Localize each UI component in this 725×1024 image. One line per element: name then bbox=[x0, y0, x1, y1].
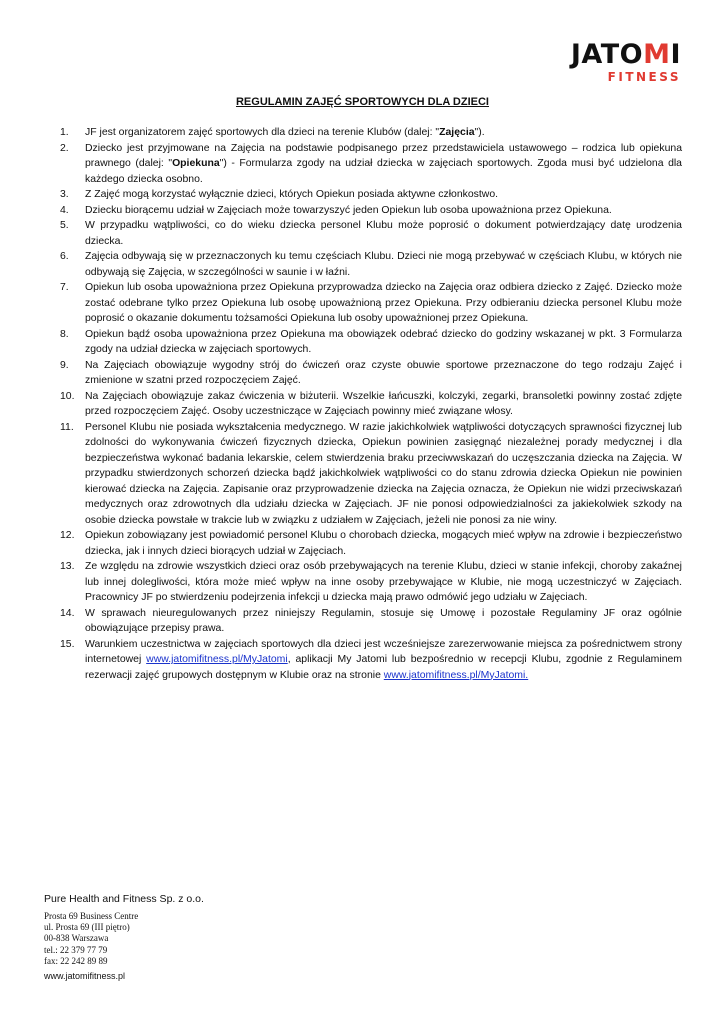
rule-item bbox=[40, 280, 682, 327]
rule-number: 3. bbox=[60, 189, 69, 200]
defined-term: Opiekuna bbox=[172, 158, 220, 169]
rule-item bbox=[40, 358, 682, 389]
company-address bbox=[44, 911, 204, 967]
rule-item bbox=[40, 218, 682, 249]
rule-number: 9. bbox=[60, 359, 69, 371]
fax-line: fax: 22 242 89 89 bbox=[44, 955, 108, 966]
rule-text: W przypadku wątpliwości, co do wieku dziecka personel Klubu może poprosić o dokument potwierdzający datę urodzenia dziecka. bbox=[85, 220, 682, 247]
rule-text: Opiekun zobowiązany jest powiadomić personel Klubu o chorobach dziecka, mogących mieć wpływ na zdrowie i bezpieczeństwo dziecka, jak i innych dzieci biorących udział w Zajęciach. bbox=[85, 530, 682, 557]
rule-text: Zajęcia odbywają się w przeznaczonych ku temu częściach Klubu. Dzieci nie mogą przebywać w częściach Klubu, w których nie odbywają się Zajęcia, w szczególności w saunie i w łaźni. bbox=[85, 251, 682, 278]
rule-number: 13. bbox=[60, 561, 75, 572]
rule-text: "). bbox=[474, 127, 485, 138]
myjatomi-link[interactable]: www.jatomifitness.pl/MyJatomi bbox=[146, 654, 288, 665]
rule-text: Z Zajęć mogą korzystać wyłącznie dzieci, których Opiekun posiada aktywne członkostwo. bbox=[85, 189, 499, 200]
document-title: REGULAMIN ZAJĘĆ SPORTOWYCH DLA DZIECI bbox=[235, 96, 489, 108]
rule-number: 10. bbox=[60, 390, 75, 402]
phone-line: tel.: 22 379 77 79 bbox=[44, 944, 108, 955]
rule-item bbox=[40, 606, 682, 637]
rule-item bbox=[40, 528, 682, 559]
rule-number: 11. bbox=[60, 421, 74, 433]
rule-number: 7. bbox=[60, 282, 69, 293]
rule-number: 5. bbox=[60, 220, 69, 231]
rule-item bbox=[40, 327, 682, 358]
rule-text: Personel Klubu nie posiada wykształcenia medycznego. W razie jakichkolwiek wątpliwości dotyczących sprawności fizycznej lub zdolności do wykonywania ćwiczeń fizycznych dziecka, Opiekun powinien zasięgnąć niezależnej porady medycznej i dla bezpieczeństwa wykonać badania lekarskie, celem stwierdzenia braku przeciwwskazań do uczęszczania dziecka na Zajęcia. W przypadku stwierdzonych schorzeń dziecka bądź jakichkolwiek wątpliwości co do stanu zdrowia dziecka Opiekun nie powinien kierować dziecka na Zajęcia. Zapisanie oraz przyprowadzenie dziecka na Zajęcia oznacza, że Opiekun nie widzi przeciwskazań medycznych oraz zdrowotnych dla udziału dziecka w Zajęciach. JF nie ponosi odpowiedzialności za jakiekolwiek szkody na osobie dziecka powstałe w trakcie lub w związku z udziałem w Zajęciach, jeżeli nie ponosi za nie winy. bbox=[85, 421, 682, 526]
logo-subtitle: FITNESS bbox=[607, 70, 681, 84]
rule-item bbox=[40, 249, 682, 280]
rule-item bbox=[40, 637, 682, 684]
footer-website: www.jatomifitness.pl bbox=[44, 971, 126, 982]
rule-text: Na Zajęciach obowiązuje zakaz ćwiczenia w biżuterii. Wszelkie łańcuszki, kolczyki, zegarki, bransoletki powinny zostać zdjęte przed rozpoczęciem Zajęć. Osoby uczestniczące w Zajęciach powinny mieć związane włosy. bbox=[85, 390, 682, 417]
rule-text: Dziecku biorącemu udział w Zajęciach może towarzyszyć jeden Opiekun lub osoba upoważniona przez Opiekuna. bbox=[85, 204, 612, 216]
rule-item bbox=[40, 203, 682, 219]
logo-word-m: M bbox=[643, 39, 671, 70]
jatomi-fitness-logo bbox=[571, 40, 681, 83]
rule-number: 8. bbox=[60, 328, 69, 340]
logo-word-i: I bbox=[670, 39, 681, 70]
rule-item bbox=[40, 389, 682, 420]
rule-number: 4. bbox=[60, 204, 69, 216]
rule-item bbox=[40, 141, 682, 188]
rule-text: Ze względu na zdrowie wszystkich dzieci oraz osób przebywających na terenie Klubu, dzieci w stanie infekcji, choroby zakaźnej lub innej dolegliwości, która może mieć wpływ na inne osoby przebywające w Klubie, nie mogą uczestniczyć w Zajęciach. Pracownicy JF po stwierdzeniu podejrzenia infekcji u dziecka mają prawo odmówić jego udziału w Zajęciach. bbox=[85, 561, 682, 603]
rule-text: ") - Formularza zgody na udział dziecka w zajęciach sportowych. Zgoda musi być udzielona dla każdego dziecka osobno. bbox=[85, 158, 682, 185]
footer bbox=[44, 893, 204, 981]
rule-text: Dziecko jest przyjmowane na Zajęcia na podstawie podpisanego przez przedstawiciela ustawowego – rodzica lub opiekuna prawnego (dalej: " bbox=[85, 142, 682, 169]
address-line: 00-838 Warszawa bbox=[44, 933, 109, 944]
rule-item bbox=[40, 559, 682, 606]
rule-number: 14. bbox=[60, 607, 75, 619]
rule-number: 2. bbox=[60, 142, 69, 154]
rule-number: 15. bbox=[60, 638, 75, 650]
rules-list bbox=[40, 125, 682, 683]
logo-wordmark bbox=[571, 40, 681, 70]
rule-text: Opiekun lub osoba upoważniona przez Opiekuna przyprowadza dziecko na Zajęcia oraz odbiera dziecko z Zajęć. Dziecko może zostać odebrane tylko przez Opiekuna lub osobę upoważnioną przez Opiekuna. Przy odbieraniu dziecka personel Klubu może poprosić o okazanie dokumentu tożsamości Opiekuna lub osoby upoważnionej przez Opiekuna. bbox=[85, 282, 682, 324]
myjatomi-link-2[interactable]: www.jatomifitness.pl/MyJatomi. bbox=[383, 669, 529, 681]
rule-number: 12. bbox=[60, 530, 75, 541]
logo-word-jato: JATO bbox=[570, 39, 644, 70]
address-line: ul. Prosta 69 (III piętro) bbox=[44, 922, 130, 933]
rule-item bbox=[40, 187, 682, 203]
rule-text: , aplikacji My Jatomi lub bezpośrednio w recepcji Klubu, zgodnie z Regulaminem rezerwacji zajęć grupowych dostępnym w Klubie oraz na stronie bbox=[85, 654, 682, 681]
defined-term: Zajęcia bbox=[439, 127, 475, 138]
rule-number: 1. bbox=[60, 127, 69, 138]
rule-text: JF jest organizatorem zajęć sportowych dla dzieci na terenie Klubów (dalej: " bbox=[85, 127, 440, 138]
rule-item bbox=[40, 420, 682, 529]
rule-number: 6. bbox=[60, 251, 69, 262]
company-name: Pure Health and Fitness Sp. z o.o. bbox=[44, 893, 204, 905]
address-line: Prosta 69 Business Centre bbox=[44, 911, 139, 921]
rule-item bbox=[40, 125, 682, 141]
rule-text: Warunkiem uczestnictwa w zajęciach sportowych dla dzieci jest wcześniejsze zarezerwowanie miejsca za pośrednictwem strony internetowej bbox=[85, 638, 682, 665]
rule-text: W sprawach nieuregulowanych przez niniejszy Regulamin, stosuje się Umowę i pozostałe Regulaminy JF oraz ogólnie obowiązujące przepisy prawa. bbox=[85, 607, 682, 634]
rule-text: Opiekun bądź osoba upoważniona przez Opiekuna ma obowiązek odebrać dziecko do godziny wskazanej w pkt. 3 Formularza zgody na udział dziecka w zajęciach sportowych. bbox=[85, 328, 682, 355]
rule-text: Na Zajęciach obowiązuje wygodny strój do ćwiczeń oraz czyste obuwie sportowe przeznaczone do tego rodzaju Zajęć i zmienione w szatni przed rozpoczęciem Zajęć. bbox=[85, 359, 682, 386]
